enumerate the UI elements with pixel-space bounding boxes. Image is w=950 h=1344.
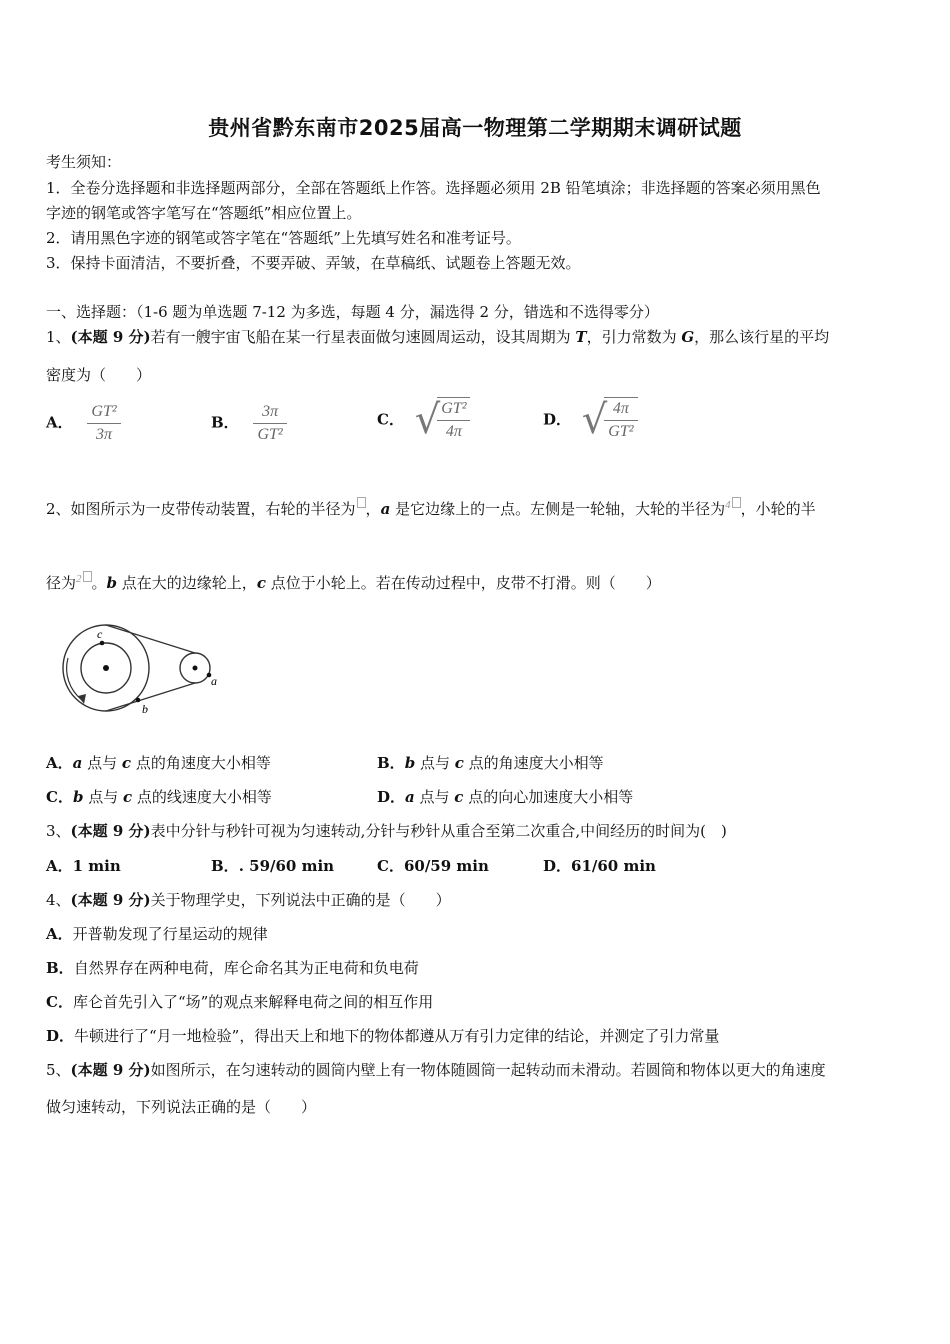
notice-item-2: 2．请用黑色字迹的钢笔或答字笔在“答题纸”上先填写姓名和准考证号。: [46, 229, 521, 247]
option-label: C．: [377, 857, 404, 875]
text: 2、如图所示为一皮带传动装置，右轮的半径为: [46, 500, 356, 518]
option-text: 自然界存在两种电荷，库仑命名其为正电荷和负电荷: [73, 959, 419, 977]
fraction: [604, 399, 637, 442]
question-1-score: (本题 9 分): [70, 328, 151, 346]
section-heading: 一、选择题：（1-6 题为单选题 7-12 为多选，每题 4 分，漏选得 2 分，错选和不选得零分）: [46, 303, 659, 321]
option-text: 60/59 min: [403, 857, 489, 875]
option-label: A．: [46, 857, 73, 875]
option-label: D．: [46, 1027, 75, 1045]
missing-symbol-icon: [357, 497, 366, 508]
option-text: 开普勒发现了行星运动的规律: [72, 925, 268, 943]
option-label: B．: [211, 413, 239, 432]
denominator: 4π: [445, 423, 462, 440]
missing-symbol-icon: [732, 497, 741, 508]
text: 点与: [415, 754, 455, 772]
text: 点与: [414, 788, 455, 806]
symbol-T: T: [575, 328, 587, 346]
fraction: [437, 399, 470, 442]
text: 点与: [82, 754, 122, 772]
axle-dot: [103, 665, 109, 671]
square-root: √ $\frac{\text{GT²}}{4\pi}$: [415, 397, 471, 442]
question-3-score: (本题 9 分): [70, 822, 151, 840]
missing-symbol-icon: [83, 571, 92, 582]
question-4-number: 4、: [46, 891, 71, 909]
q3-option-b[interactable]: [211, 856, 334, 876]
numerator: 4π: [612, 400, 629, 417]
option-label: B．: [46, 959, 74, 977]
number-two: 2: [76, 573, 82, 585]
denominator: 3π: [96, 426, 113, 443]
question-5: [46, 1060, 826, 1080]
numerator: 3π: [262, 403, 279, 420]
page-title: 贵州省黔东南市2025届高一物理第二学期期末调研试题: [208, 116, 742, 140]
question-1-text-b: ，引力常数为: [586, 328, 682, 346]
denominator: GT²: [608, 423, 634, 440]
numerator: GT²: [441, 400, 467, 417]
text: ，小轮的半: [740, 500, 816, 518]
point-a: a: [380, 500, 391, 518]
number-four: 4: [725, 499, 731, 511]
rotation-arrow: [67, 658, 82, 700]
point: c: [454, 788, 464, 806]
option-text: 库仑首先引入了“场”的观点来解释电荷之间的相互作用: [72, 993, 434, 1011]
question-5-score: (本题 9 分): [70, 1061, 151, 1079]
question-1-line2: 密度为（ ）: [46, 366, 152, 384]
question-2-line2: [46, 569, 661, 593]
q4-option-c[interactable]: [46, 992, 433, 1012]
notice-item-3: 3．保持卡面清洁，不要折叠，不要弄破、弄皱，在草稿纸、试题卷上答题无效。: [46, 254, 581, 272]
q3-option-c[interactable]: [377, 856, 489, 876]
point-c-dot: [100, 641, 105, 646]
text: 径为: [46, 574, 77, 592]
q1-option-b[interactable]: [211, 402, 287, 445]
text: 。: [91, 574, 107, 592]
text: 点的向心加速度大小相等: [463, 788, 634, 806]
q4-option-d[interactable]: [46, 1026, 719, 1046]
square-root: √ $\frac{4\pi}{\text{GT²}}$: [582, 397, 638, 442]
point-b-dot: [136, 698, 141, 703]
question-4-text: 关于物理学史，下列说法中正确的是（ ）: [150, 891, 451, 909]
q3-option-d[interactable]: [543, 856, 656, 876]
notice-item-1-line2: 字迹的钢笔或答字笔写在“答题纸”相应位置上。: [46, 204, 362, 222]
question-1: [46, 327, 829, 347]
question-1-text-a: 若有一艘宇宙飞船在某一行星表面做匀速圆周运动，设其周期为: [150, 328, 576, 346]
text: ，: [365, 500, 381, 518]
text: 点的线速度大小相等: [132, 788, 272, 806]
option-label: D．: [543, 410, 572, 429]
text: 点与: [83, 788, 123, 806]
option-label: D．: [377, 788, 406, 806]
belt-drive-figure: [50, 618, 230, 718]
right-axle-dot: [193, 666, 198, 671]
option-label: C．: [377, 410, 404, 429]
denominator: GT²: [257, 426, 283, 443]
question-1-text-c: ，那么该行星的平均: [694, 328, 830, 346]
question-5-number: 5、: [46, 1061, 71, 1079]
point: a: [405, 788, 415, 806]
option-text: 61/60 min: [571, 857, 656, 875]
question-3-text: 表中分针与秒针可视为匀速转动,分针与秒针从重合至第二次重合,中间经历的时间为( ): [150, 822, 727, 840]
point: c: [121, 754, 132, 772]
q2-option-a[interactable]: [46, 753, 271, 773]
notice-item-1-line1: 1．全卷分选择题和非选择题两部分，全部在答题纸上作答。选择题必须用 2B 铅笔填涂；非选择题的答案必须用黑色: [46, 179, 821, 197]
q4-option-b[interactable]: [46, 958, 419, 978]
text: 点在大的边缘轮上，: [117, 574, 257, 592]
point: b: [72, 788, 84, 806]
text: 是它边缘上的一点。左侧是一轮轴，大轮的半径为: [390, 500, 726, 518]
label-b: b: [142, 702, 148, 716]
option-text: 1 min: [72, 857, 121, 875]
option-label: A．: [46, 754, 73, 772]
symbol-G: G: [681, 328, 695, 346]
option-label: B．: [377, 754, 405, 772]
question-4-score: (本题 9 分): [70, 891, 151, 909]
belt-bottom: [106, 683, 195, 711]
point-b: b: [106, 574, 118, 592]
fraction: [253, 402, 286, 445]
q1-option-d[interactable]: [543, 397, 638, 442]
point: c: [454, 754, 464, 772]
notice-heading: 考生须知：: [46, 153, 122, 171]
q2-option-c[interactable]: [46, 787, 272, 807]
question-5-line2: 做匀速转动，下列说法正确的是（ ）: [46, 1098, 317, 1116]
belt-top: [106, 625, 195, 653]
q2-option-b[interactable]: [377, 753, 604, 773]
question-3-number: 3、: [46, 822, 71, 840]
label-c: c: [97, 627, 103, 641]
q1-option-a[interactable]: [46, 402, 121, 445]
option-label: A．: [46, 925, 73, 943]
text: 点的角速度大小相等: [463, 754, 604, 772]
option-label: A．: [46, 413, 73, 432]
option-text: 牛顿进行了“月一地检验”，得出天上和地下的物体都遵从万有引力定律的结论，并测定了引力常量: [74, 1027, 720, 1045]
option-label: B．: [211, 857, 239, 875]
q1-option-c[interactable]: [377, 397, 470, 442]
option-label: D．: [543, 857, 572, 875]
numerator: GT²: [91, 403, 117, 420]
question-1-number: 1、: [46, 328, 71, 346]
option-label: C．: [46, 993, 73, 1011]
option-label: C．: [46, 788, 73, 806]
label-a: a: [211, 674, 217, 688]
option-text: . 59/60 min: [238, 857, 335, 875]
q2-option-d[interactable]: [377, 787, 633, 807]
question-5-text: 如图所示，在匀速转动的圆筒内壁上有一物体随圆筒一起转动而未滑动。若圆筒和物体以更大的角速度: [150, 1061, 826, 1079]
point: b: [404, 754, 416, 772]
question-3: [46, 821, 727, 841]
q4-option-a[interactable]: [46, 924, 268, 944]
question-2-line1: [46, 495, 816, 519]
fraction: [87, 402, 120, 445]
text: 点的角速度大小相等: [131, 754, 271, 772]
q3-option-a[interactable]: [46, 856, 121, 876]
text: 点位于小轮上。若在传动过程中，皮带不打滑。则（ ）: [265, 574, 661, 592]
question-4: [46, 890, 451, 910]
point-c: c: [256, 574, 266, 592]
point: a: [72, 754, 83, 772]
point: c: [123, 788, 133, 806]
